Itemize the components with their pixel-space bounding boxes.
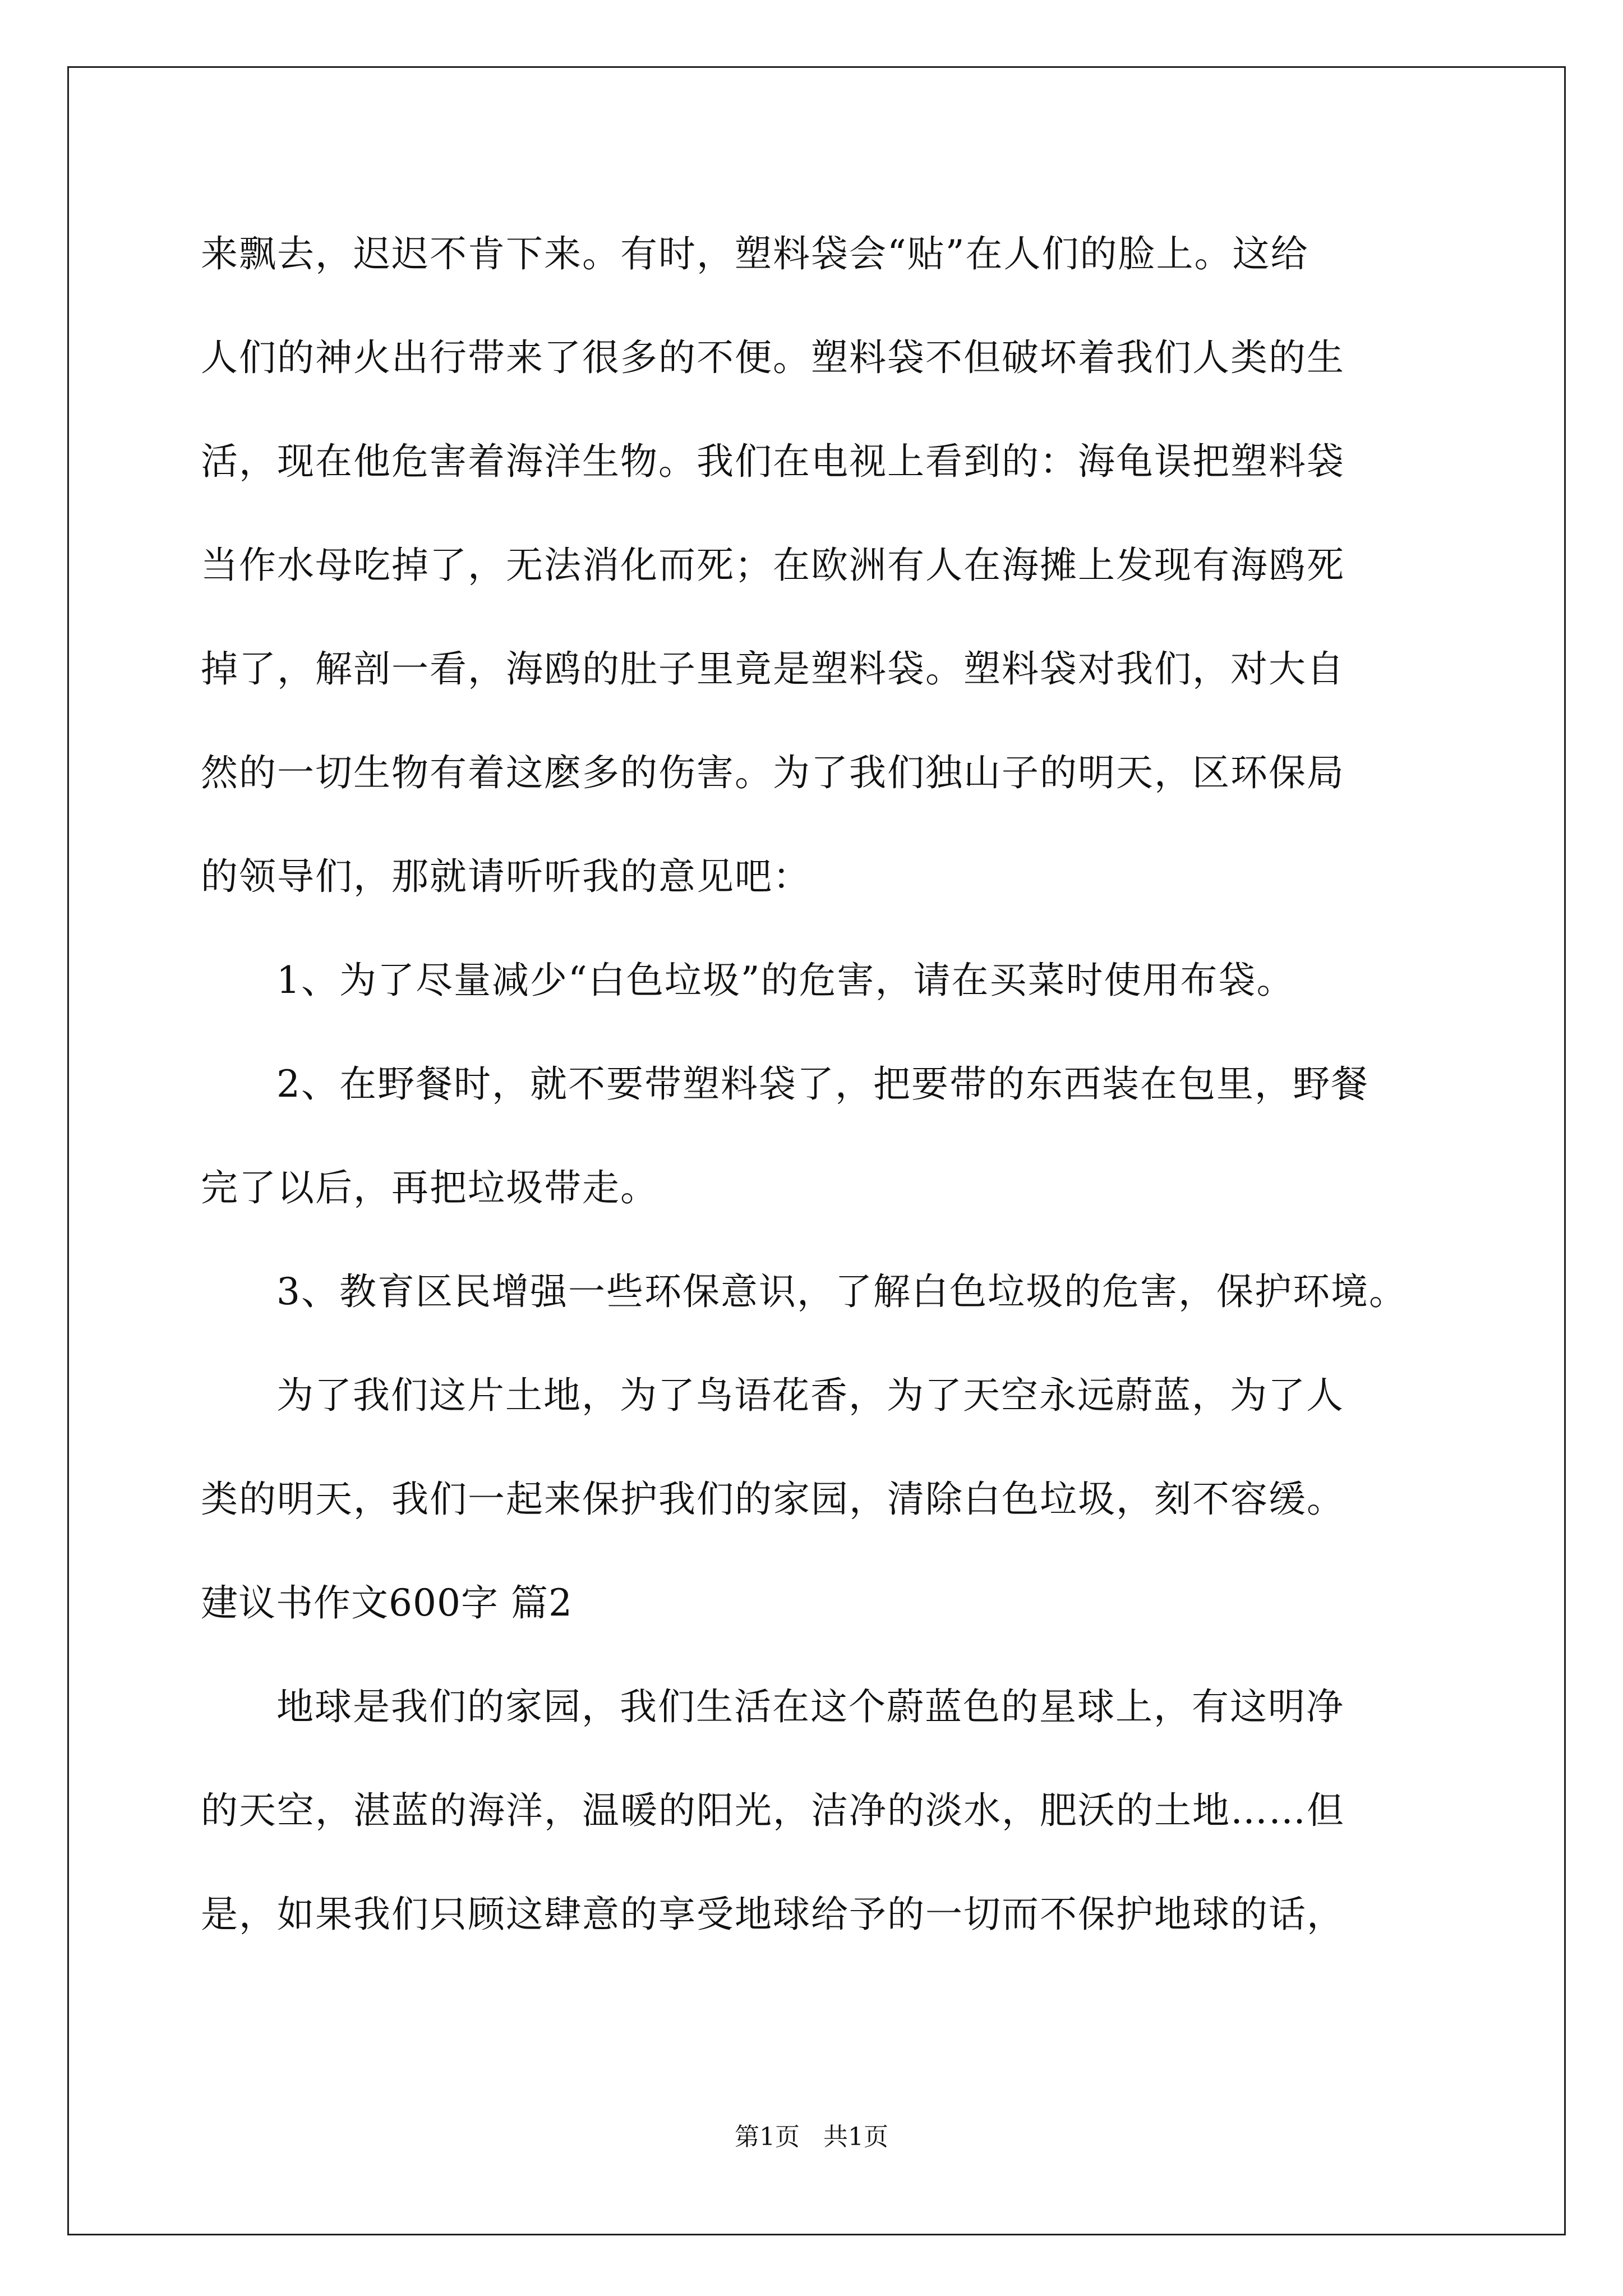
document-body [201,202,1435,1966]
list-item-3: 3、教育区民增强一些环保意识，了解白色垃圾的危害，保护环境。 [276,1270,1407,1313]
page-number: 第1页 [735,2123,800,2151]
page-footer [0,2120,1623,2154]
list-item-2: 2、在野餐时，就不要带塑料袋了，把要带的东西装在包里，野餐 [276,1062,1369,1106]
text-line-2: 人们的神火出行带来了很多的不便。塑料袋不但破坏着我们人类的生 [201,336,1345,379]
essay2-line-3: 是，如果我们只顾这肆意的享受地球给予的一切而不保护地球的话， [201,1893,1345,1936]
text-line-5: 掉了，解剖一看，海鸥的肚子里竟是塑料袋。塑料袋对我们，对大自 [201,647,1345,691]
text-line-3: 活，现在他危害着海洋生物。我们在电视上看到的：海龟误把塑料袋 [201,440,1345,483]
essay2-line-2: 的天空，湛蓝的海洋，温暖的阳光，洁净的淡水，肥沃的土地……但 [201,1789,1345,1832]
section-heading: 建议书作文600字 篇2 [201,1581,573,1625]
closing-paragraph-line-1: 为了我们这片土地，为了鸟语花香，为了天空永远蔚蓝，为了人 [276,1374,1344,1417]
essay2-line-1: 地球是我们的家园，我们生活在这个蔚蓝色的星球上，有这明净 [276,1685,1344,1728]
list-item-2-continued: 完了以后，再把垃圾带走。 [201,1166,658,1209]
text-line-4: 当作水母吃掉了，无法消化而死；在欧洲有人在海摊上发现有海鸥死 [201,544,1345,587]
text-line-1: 来飘去，迟迟不肯下来。有时，塑料袋会“贴”在人们的脸上。这给 [201,232,1309,275]
text-line-6: 然的一切生物有着这麽多的伤害。为了我们独山子的明天，区环保局 [201,751,1345,794]
list-item-1: 1、为了尽量减少“白色垃圾”的危害，请在买菜时使用布袋。 [276,959,1295,1002]
page-total: 共1页 [823,2123,888,2151]
text-line-7: 的领导们，那就请听听我的意见吧： [201,855,811,898]
closing-paragraph-line-2: 类的明天，我们一起来保护我们的家园，清除白色垃圾，刻不容缓。 [201,1478,1345,1521]
